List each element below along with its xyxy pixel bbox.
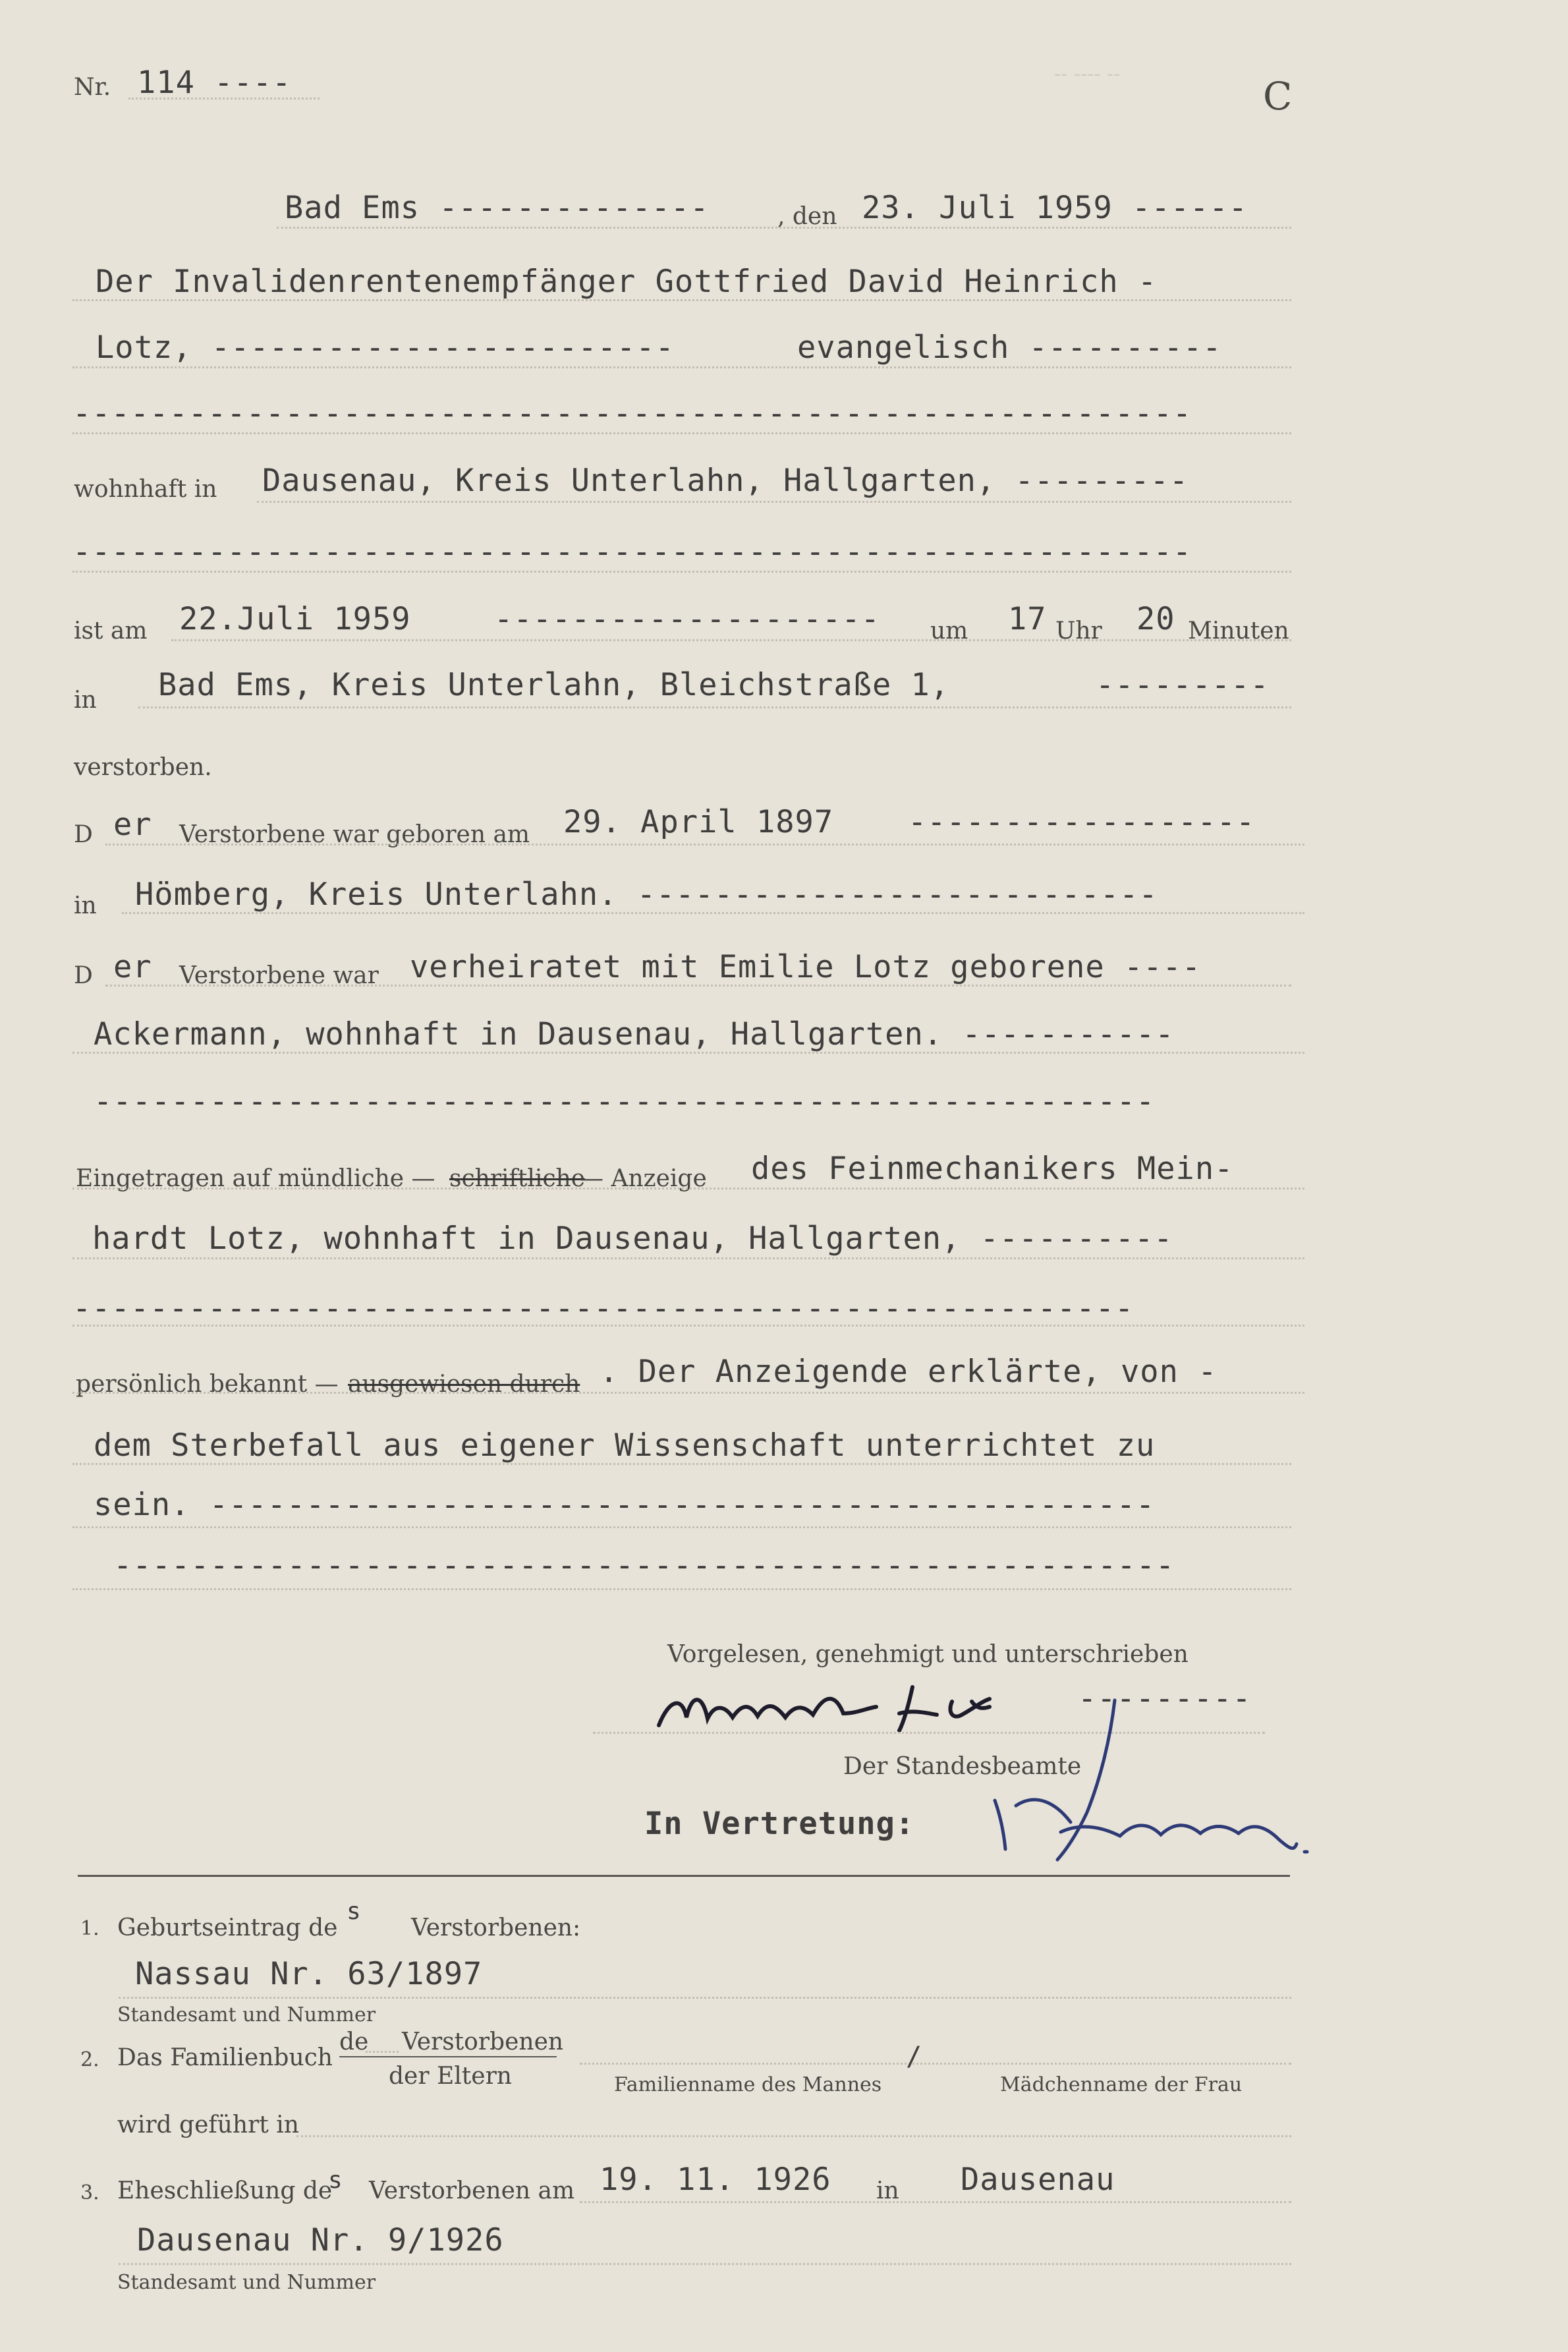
informant-line-2: hardt Lotz, wohnhaft in Dausenau, Hallgarten, ---------- [92,1220,1173,1257]
note-2-kept-label: wird geführt in [117,2111,299,2138]
minuten-label: Minuten [1188,617,1289,645]
death-date: 22.Juli 1959 [179,601,411,637]
birth-date: 29. April 1897 [563,804,834,840]
note-3-number: 3. [80,2181,99,2204]
birth-d-label: D [74,821,93,848]
registrar-signature-image [975,1687,1344,1878]
death-hour: 17 [1008,601,1047,637]
death-place-label: in [74,687,97,714]
verstorben-label: verstorben. [74,754,212,781]
section-letter: C [1263,74,1293,119]
residence-label: wohnhaft in [74,476,217,503]
note-2-top-b: Verstorbenen [402,2028,564,2055]
identity-line-4: ------------------------------------------------------- [113,1547,1175,1584]
note-3-caption: Standesamt und Nummer [117,2271,376,2294]
note-1-label-a: Geburtseintrag de [117,1914,338,1941]
death-place: Bad Ems, Kreis Unterlahn, Bleichstraße 1, [158,667,950,703]
identity-line-2: dem Sterbefall aus eigener Wissenschaft unterrichtet zu [94,1427,1156,1464]
note-2-bottom: der Eltern [389,2063,512,2090]
birth-er-fill: er [113,807,152,843]
deceased-religion: evangelisch ---------- [797,330,1222,366]
note-3-label-a: Eheschließung de [117,2177,333,2204]
read-approved-label: Vorgelesen, genehmigt und unterschrieben [667,1641,1189,1668]
marital-label: Verstorbene war [179,962,379,989]
death-place-dashes: --------- [1096,667,1270,703]
um-label: um [930,617,968,645]
marriage-date: 19. 11. 1926 [600,2162,831,2198]
deceased-line-1: Der Invalidenrentenempfänger Gottfried David Heinrich - [96,264,1158,300]
informant-line-3: ------------------------------------------------------- [72,1290,1134,1327]
registry-date: 23. Juli 1959 ------ [862,190,1248,226]
note-2-label: Das Familienbuch [117,2044,333,2071]
birth-place-label: in [74,892,97,919]
note-3-fill: s [328,2167,343,2194]
note-2-husband-caption: Familienname des Mannes [614,2073,882,2096]
death-date-label: ist am [74,617,148,645]
birth-dashes: ------------------ [908,804,1256,840]
uhr-label: Uhr [1055,617,1102,645]
nr-label: Nr. [74,74,111,101]
informant-label-suffix: — Anzeige [580,1165,707,1192]
record-number: 114 ---- [137,65,292,101]
deceased-filler-line: ---------------------------------------------------------- [72,395,1192,432]
identity-line-1: . Der Anzeigende erklärte, von - [600,1354,1218,1390]
residence-value: Dausenau, Kreis Unterlahn, Hallgarten, --------- [262,463,1189,499]
birth-label: Verstorbene war geboren am [179,821,530,848]
residence-filler-line: ---------------------------------------------------------- [72,534,1192,570]
note-1-caption: Standesamt und Nummer [117,2003,376,2026]
den-label: , den [777,203,837,230]
note-2-top-a: de [339,2028,369,2055]
identity-label-prefix: persönlich bekannt — [76,1371,339,1398]
birth-place: Hömberg, Kreis Unterlahn. --------------------------- [135,876,1158,913]
note-1-number: 1. [80,1917,99,1940]
marital-line-1: verheiratet mit Emilie Lotz geborene ---- [410,949,1202,985]
note-1-fill: s [347,1898,362,1925]
marital-line-3: ------------------------------------------------------- [94,1083,1156,1120]
informant-label-struck: schriftliche [449,1165,586,1192]
note-3-label-b: Verstorbenen am [369,2177,575,2204]
marital-d-label: D [74,962,93,989]
note-1-value: Nassau Nr. 63/1897 [135,1956,483,1992]
vertretung-label: In Vertretung: [644,1806,915,1842]
marriage-place: Dausenau [961,2162,1115,2198]
death-minutes: 20 [1136,601,1175,637]
note-2-wife-caption: Mädchenname der Frau [1000,2073,1243,2096]
note-3-value: Dausenau Nr. 9/1926 [137,2222,504,2258]
identity-line-3: sein. ------------------------------------------------- [94,1487,1156,1523]
informant-signature-dashes: --------- [1078,1680,1252,1717]
informant-label-prefix: Eingetragen auf mündliche — [76,1165,435,1192]
note-1-label-b: Verstorbenen: [411,1914,581,1941]
deceased-name-line: Lotz, ------------------------ [96,330,675,366]
identity-label-struck: ausgewiesen durch [348,1371,580,1398]
note-2-number: 2. [80,2048,99,2071]
note-3-in-label: in [876,2177,899,2204]
marital-er-fill: er [113,949,152,985]
registrar-label: Der Standesbeamte [843,1753,1082,1780]
informant-line-1: des Feinmechanikers Mein- [751,1151,1234,1187]
bleed-through-mark: -- ---- -- [1054,63,1121,86]
note-2-slash: / [906,2042,923,2072]
death-date-dashes: -------------------- [494,601,880,637]
marital-line-2: Ackermann, wohnhaft in Dausenau, Hallgarten. ----------- [94,1016,1175,1052]
registry-place: Bad Ems -------------- [285,190,710,226]
